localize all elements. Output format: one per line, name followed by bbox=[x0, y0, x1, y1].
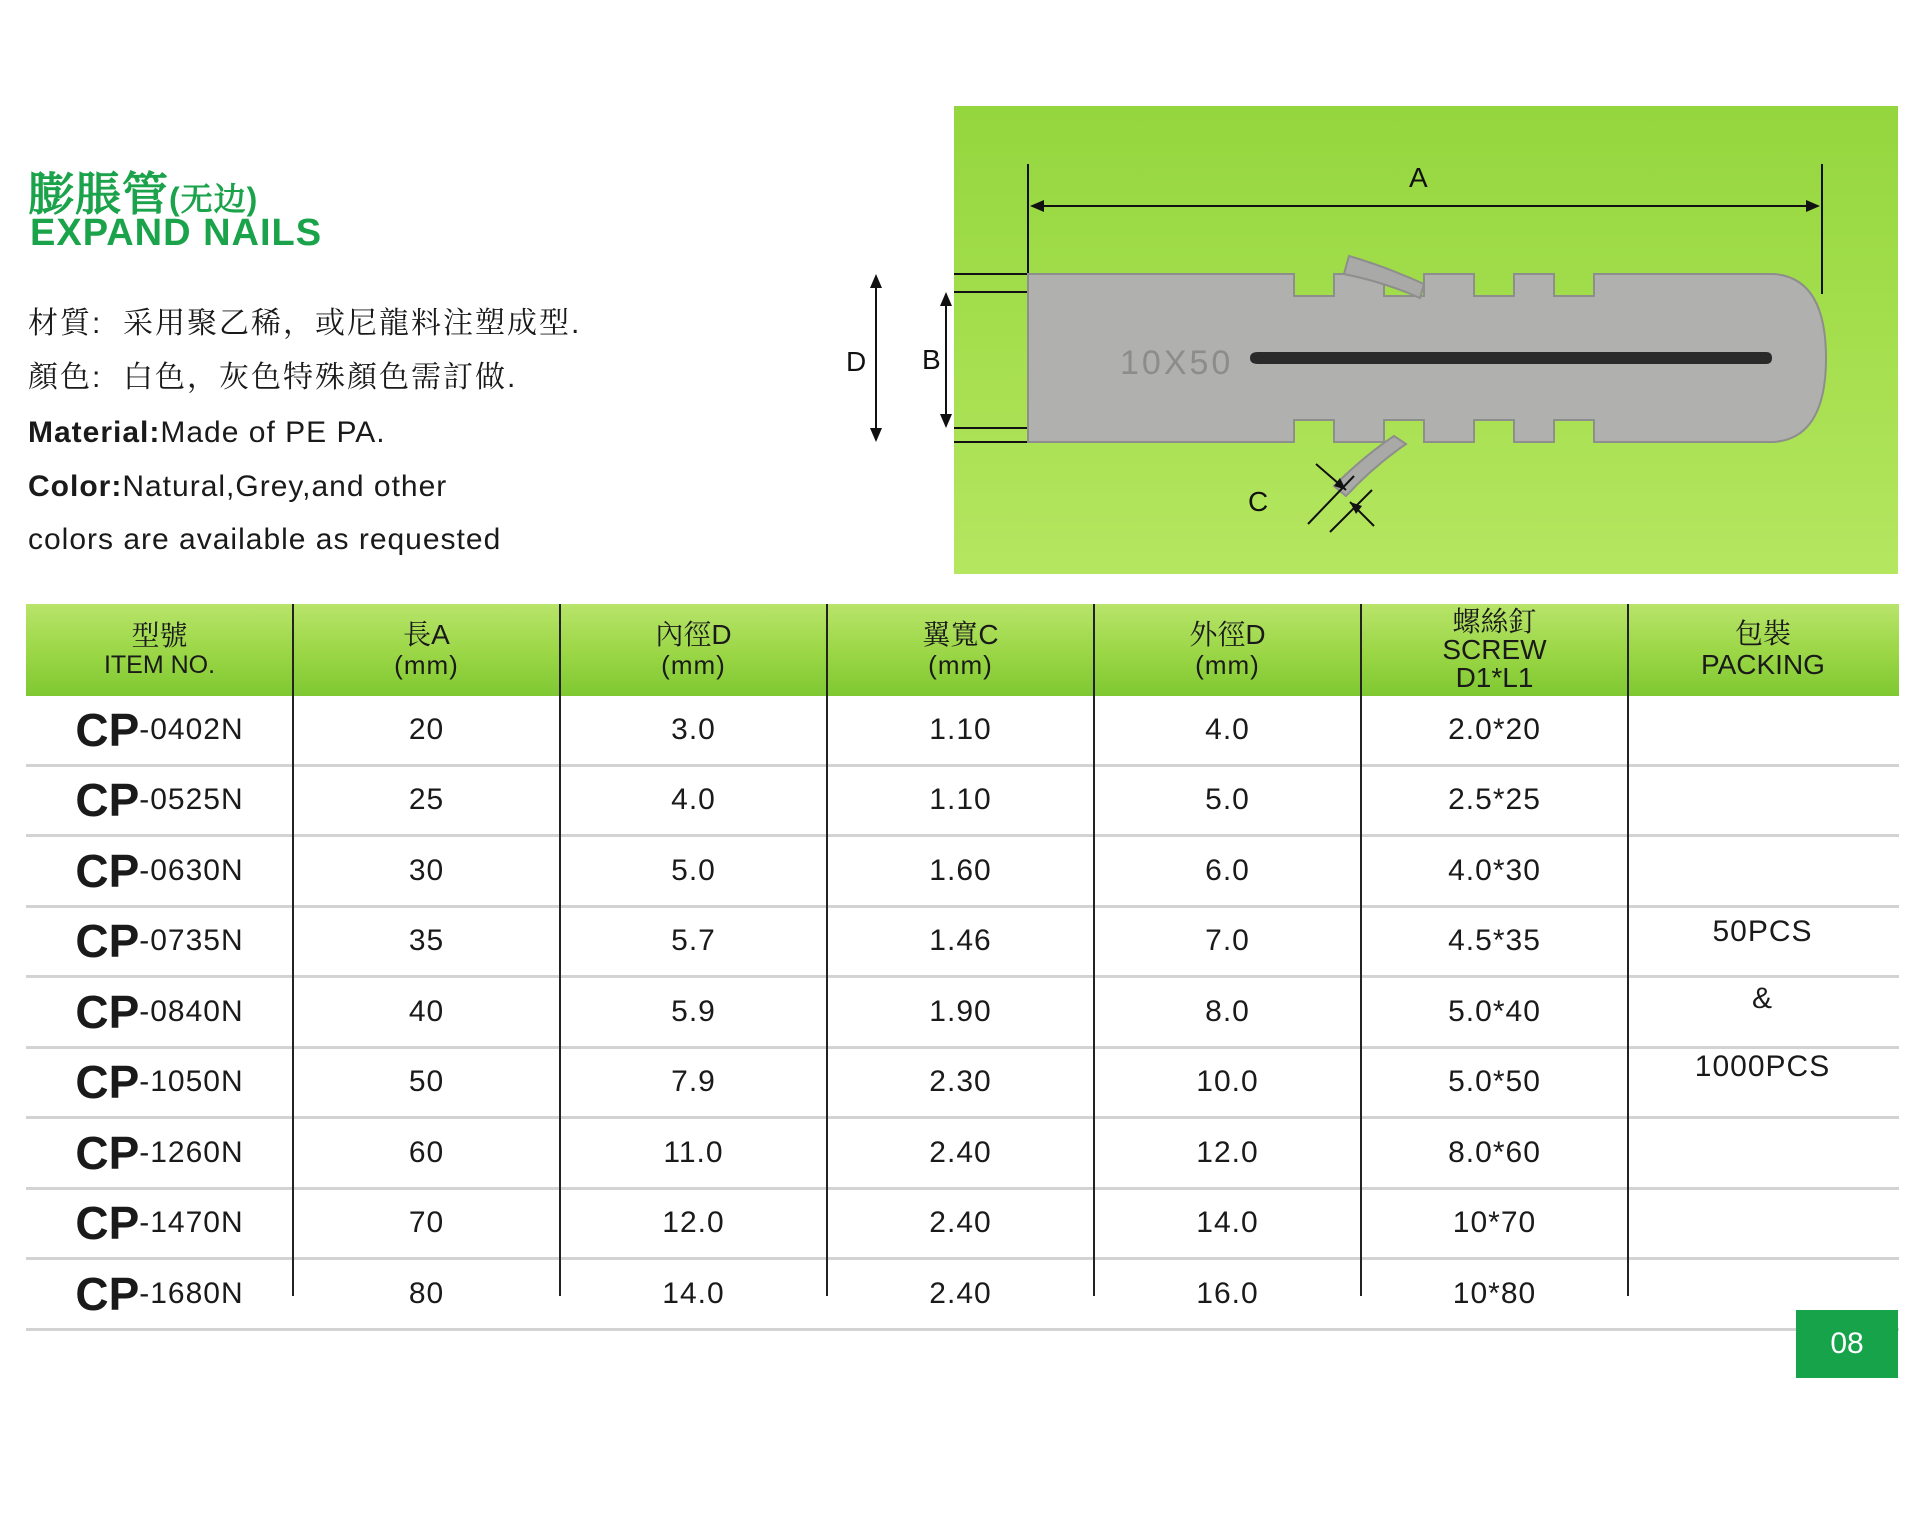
length-cell: 20 bbox=[408, 712, 445, 746]
header-packing bbox=[1628, 604, 1898, 696]
item-prefix: CP bbox=[75, 844, 140, 897]
header-screw-dim: D1*L1 bbox=[1455, 662, 1534, 693]
header-inner bbox=[560, 604, 827, 696]
color-en-value: Natural,Grey,and other bbox=[122, 470, 448, 503]
item-code: -0402N bbox=[139, 712, 244, 746]
screw-cell: 2.0*20 bbox=[1448, 712, 1541, 746]
wing-cell: 1.10 bbox=[929, 783, 992, 817]
packing-value bbox=[1629, 898, 1896, 1101]
item-code: -0735N bbox=[139, 924, 244, 958]
table-row bbox=[26, 1260, 1899, 1331]
outer-cell: 7.0 bbox=[1205, 924, 1250, 958]
header-outer-unit: (mm) bbox=[1195, 650, 1260, 681]
header-wing-unit: (mm) bbox=[928, 650, 993, 681]
material-cn-line bbox=[28, 298, 581, 342]
column-divider bbox=[1093, 604, 1095, 1296]
table-row bbox=[26, 908, 1899, 979]
product-diagram bbox=[954, 106, 1898, 574]
item-code: -0525N bbox=[139, 783, 244, 817]
item-no-cell bbox=[26, 837, 293, 905]
spec-table bbox=[26, 604, 1899, 1331]
screw-cell: 2.5*25 bbox=[1448, 783, 1541, 817]
item-no-cell bbox=[26, 908, 293, 976]
title-cn-main: 膨脹管 bbox=[28, 168, 169, 220]
outer-cell: 16.0 bbox=[1196, 1276, 1259, 1310]
table-row bbox=[26, 1049, 1899, 1120]
table-row bbox=[26, 696, 1899, 767]
packing-line-3: 1000PCS bbox=[1694, 1049, 1831, 1083]
item-prefix: CP bbox=[75, 985, 140, 1038]
screw-cell: 4.0*30 bbox=[1448, 853, 1541, 887]
table-row bbox=[26, 837, 1899, 908]
wing-cell: 2.40 bbox=[929, 1206, 992, 1240]
length-cell: 25 bbox=[408, 783, 445, 817]
header-inner-unit: (mm) bbox=[661, 650, 726, 681]
table-row bbox=[26, 1190, 1899, 1261]
length-cell: 70 bbox=[408, 1206, 445, 1240]
item-prefix: CP bbox=[75, 774, 140, 827]
item-prefix: CP bbox=[75, 915, 140, 968]
item-no-cell bbox=[26, 1049, 293, 1117]
item-code: -1680N bbox=[139, 1276, 244, 1310]
item-no-cell bbox=[26, 696, 293, 764]
item-no-cell bbox=[26, 978, 293, 1046]
item-code: -0630N bbox=[139, 853, 244, 887]
label-d: D bbox=[846, 346, 867, 377]
header-length bbox=[293, 604, 560, 696]
header-packing-en: PACKING bbox=[1701, 649, 1825, 680]
header-outer bbox=[1094, 604, 1361, 696]
color-en-line-2: colors are available as requested bbox=[28, 523, 502, 556]
screw-cell: 5.0*50 bbox=[1448, 1065, 1541, 1099]
item-no-cell bbox=[26, 1119, 293, 1187]
item-prefix: CP bbox=[75, 1197, 140, 1250]
length-cell: 35 bbox=[408, 924, 445, 958]
wing-cell: 1.46 bbox=[929, 924, 992, 958]
inner-cell: 3.0 bbox=[671, 712, 716, 746]
wing-cell: 1.10 bbox=[929, 712, 992, 746]
inner-cell: 14.0 bbox=[662, 1276, 725, 1310]
outer-cell: 14.0 bbox=[1196, 1206, 1259, 1240]
length-cell: 60 bbox=[408, 1135, 445, 1169]
packing-line-1: 50PCS bbox=[1712, 914, 1813, 948]
color-cn-label: 顏色: bbox=[28, 361, 103, 394]
header-inner-cn: 內徑D bbox=[655, 619, 732, 651]
screw-cell: 8.0*60 bbox=[1448, 1135, 1541, 1169]
label-c: C bbox=[1248, 486, 1269, 517]
item-prefix: CP bbox=[75, 1267, 140, 1320]
color-cn-value: 白色，灰色特殊顏色需訂做. bbox=[123, 361, 518, 394]
outer-cell: 5.0 bbox=[1205, 783, 1250, 817]
column-divider bbox=[826, 604, 828, 1296]
column-divider bbox=[1360, 604, 1362, 1296]
wing-cell: 1.60 bbox=[929, 853, 992, 887]
inner-cell: 5.7 bbox=[671, 924, 716, 958]
label-a: A bbox=[1409, 162, 1428, 193]
screw-cell: 5.0*40 bbox=[1448, 994, 1541, 1028]
length-cell: 40 bbox=[408, 994, 445, 1028]
header-packing-cn: 包裝 bbox=[1734, 618, 1791, 650]
item-code: -1470N bbox=[139, 1206, 244, 1240]
column-divider bbox=[292, 604, 294, 1296]
inner-cell: 11.0 bbox=[663, 1135, 724, 1169]
table-row bbox=[26, 1119, 1899, 1190]
material-en-label: Material: bbox=[28, 416, 161, 449]
product-mark: 10X50 bbox=[1120, 344, 1234, 382]
wing-cell: 2.40 bbox=[929, 1135, 992, 1169]
length-cell: 30 bbox=[408, 853, 445, 887]
outer-cell: 10.0 bbox=[1196, 1065, 1259, 1099]
header-length-cn: 長A bbox=[403, 619, 450, 651]
outer-cell: 6.0 bbox=[1205, 853, 1250, 887]
item-no-cell bbox=[26, 767, 293, 835]
column-divider bbox=[559, 604, 561, 1296]
table-header bbox=[26, 604, 1899, 696]
table-row bbox=[26, 767, 1899, 838]
material-cn-label: 材質: bbox=[28, 307, 103, 340]
screw-cell: 10*70 bbox=[1452, 1206, 1537, 1240]
inner-cell: 5.0 bbox=[671, 853, 716, 887]
header-screw-en: SCREW bbox=[1442, 634, 1547, 665]
inner-cell: 12.0 bbox=[662, 1206, 725, 1240]
header-item-cn: 型號 bbox=[131, 619, 188, 651]
table-row bbox=[26, 978, 1899, 1049]
item-code: -0840N bbox=[139, 994, 244, 1028]
item-code: -1260N bbox=[139, 1135, 244, 1169]
wing-cell: 1.90 bbox=[929, 994, 992, 1028]
color-en-label: Color: bbox=[28, 470, 123, 503]
header-screw-cn: 螺絲釘 bbox=[1452, 606, 1537, 637]
outer-cell: 8.0 bbox=[1205, 994, 1250, 1028]
title-cn-suffix: (无边) bbox=[169, 181, 259, 217]
inner-cell: 5.9 bbox=[671, 994, 716, 1028]
item-no-cell bbox=[26, 1190, 293, 1258]
header-length-unit: (mm) bbox=[394, 650, 459, 681]
wing-cell: 2.40 bbox=[929, 1276, 992, 1310]
material-en-value: Made of PE PA. bbox=[160, 416, 386, 449]
label-b: B bbox=[922, 344, 941, 375]
length-cell: 50 bbox=[408, 1065, 445, 1099]
outer-cell: 12.0 bbox=[1196, 1135, 1259, 1169]
page-number: 08 bbox=[1796, 1310, 1898, 1378]
packing-line-2: & bbox=[1751, 982, 1773, 1016]
item-code: -1050N bbox=[139, 1065, 244, 1099]
color-cn-line bbox=[28, 352, 517, 396]
material-en-line bbox=[28, 416, 386, 450]
screw-cell: 4.5*35 bbox=[1448, 924, 1541, 958]
material-cn-value: 采用聚乙稀，或尼龍料注塑成型. bbox=[123, 307, 582, 340]
color-en-line bbox=[28, 470, 447, 504]
item-prefix: CP bbox=[75, 1126, 140, 1179]
inner-cell: 7.9 bbox=[671, 1065, 716, 1099]
header-wing-cn: 翼寬C bbox=[922, 619, 999, 651]
item-prefix: CP bbox=[75, 1056, 140, 1109]
page-title-en: EXPAND NAILS bbox=[30, 212, 323, 254]
screw-cell: 10*80 bbox=[1452, 1276, 1537, 1310]
item-no-cell bbox=[26, 1260, 293, 1328]
header-item-en: ITEM NO. bbox=[103, 650, 216, 679]
outer-cell: 4.0 bbox=[1205, 712, 1250, 746]
header-outer-cn: 外徑D bbox=[1189, 619, 1266, 651]
header-screw bbox=[1361, 604, 1628, 696]
table-body bbox=[26, 696, 1899, 1331]
inner-cell: 4.0 bbox=[671, 783, 716, 817]
wing-cell: 2.30 bbox=[929, 1065, 992, 1099]
header-wing bbox=[827, 604, 1094, 696]
header-item bbox=[26, 604, 293, 696]
length-cell: 80 bbox=[408, 1276, 445, 1310]
item-prefix: CP bbox=[75, 703, 140, 756]
